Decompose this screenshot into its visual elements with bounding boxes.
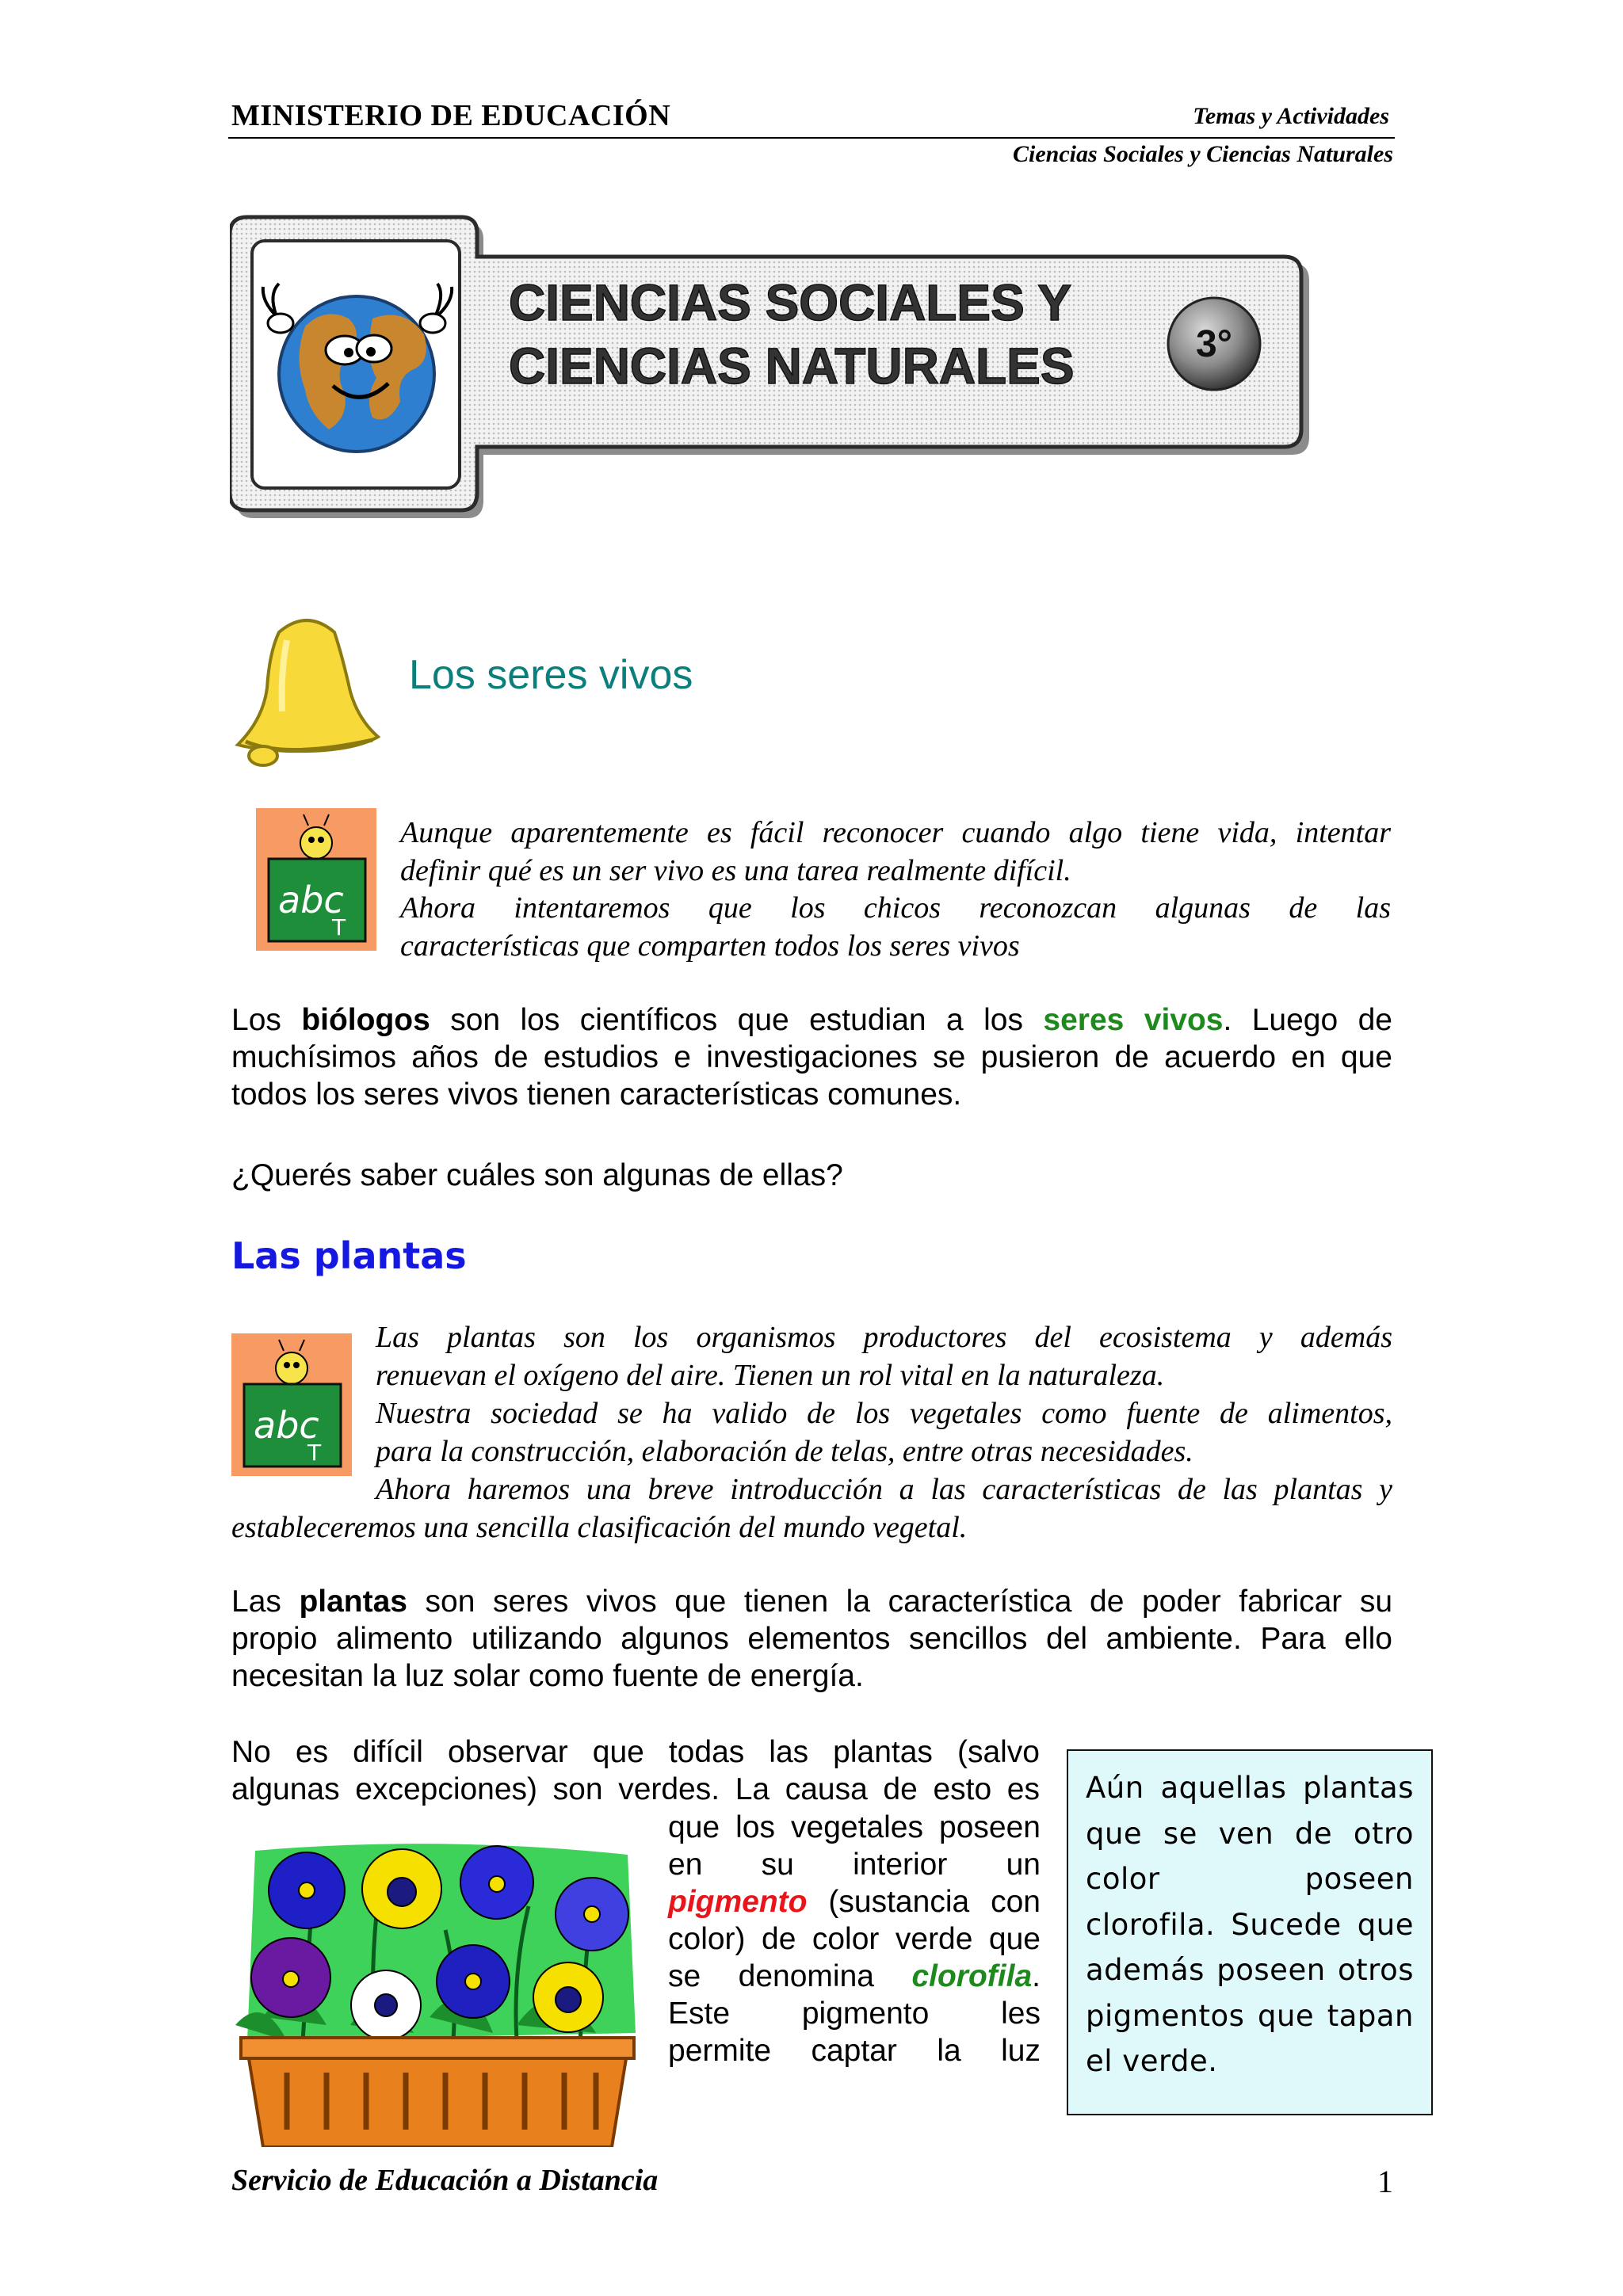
bell-icon [231,608,382,767]
chlorophyll-note-box: Aún aquellas plantas que se ven de otro color poseen clorofila. Sucede que además poseen otros pigmentos que tapan el verde. [1067,1749,1433,2115]
intro-line: características que comparten todos los seres vivos [400,929,1020,963]
header-subject: Ciencias Sociales y Ciencias Naturales [1013,141,1393,167]
svg-text:abc: abc [254,1404,319,1447]
intro-note [400,814,1391,965]
svg-text:T: T [307,1440,322,1466]
term-seres-vivos: seres vivos [1043,1003,1224,1037]
page-number: 1 [1377,2164,1393,2199]
intro-line: definir qué es un ser vivo es una tarea realmente difícil. [400,853,1071,887]
abc-chalkboard-icon [256,808,376,951]
banner-line2: CIENCIAS NATURALES [509,338,1075,395]
term-plantas: plantas [299,1585,407,1619]
biologists-paragraph: Los biólogos son los científicos que estudian a los seres vivos. Luego de muchísimos años de estudios e investigaciones se pusieron de acuerdo en que todos los seres vivos tienen características comunes. [231,1003,1392,1112]
header-divider [228,137,1395,139]
svg-text:T: T [332,914,346,940]
footer-service: Servicio de Educación a Distancia [231,2164,659,2197]
grade-label: 3° [1196,323,1232,365]
term-biologos: biólogos [301,1003,430,1037]
subject-banner [230,208,1323,524]
banner-line1: CIENCIAS SOCIALES Y [509,274,1072,331]
page-title: Los seres vivos [409,652,693,698]
intro-line: Aunque aparentemente es fácil reconocer cuando algo tiene vida, intentar [400,816,1391,849]
term-pigmento: pigmento [668,1885,808,1919]
chlorophyll-paragraph-column: que los vegetales poseen en su interior un pigmento (sustancia con color) de color verde que se denomina clorofila. Este pigmento les permite captar la luz [668,1810,1041,2068]
svg-text:abc: abc [278,879,344,921]
plants-paragraph: Las plantas son seres vivos que tienen la característica de poder fabricar su propio alimento utilizando algunos elementos sencillos del ambiente. Para ello necesitan la luz solar como fuente de energía. [231,1585,1393,1693]
intro-line: Ahora intentaremos que los chicos reconozcan algunas de las [400,891,1391,925]
chlorophyll-paragraph-top: No es difícil observar que todas las plantas (salvo algunas excepciones) son verdes. La causa de esto es [231,1735,1040,1806]
plants-intro-note: Las plantas son los organismos productores del ecosistema y además renuevan el oxígeno del aire. Tienen un rol vital en la naturaleza. Nuestra sociedad se ha valido de los vegetales como fuente de alimentos, para la construcción, elaboración de telas, entre otras necesidades. Ahora haremos una breve introducción a las características de las plantas y estableceremos una sencilla clasificación del mundo vegetal. [231,1321,1392,1544]
section-heading: Las plantas [231,1234,467,1277]
header-topic: Temas y Actividades [1193,103,1389,129]
pansies-flowerpot-illustration [231,1835,643,2147]
question-text: ¿Querés saber cuáles son algunas de ellas? [231,1158,843,1192]
header-ministry: MINISTERIO DE EDUCACIÓN [231,99,671,132]
term-clorofila: clorofila [911,1959,1033,1993]
